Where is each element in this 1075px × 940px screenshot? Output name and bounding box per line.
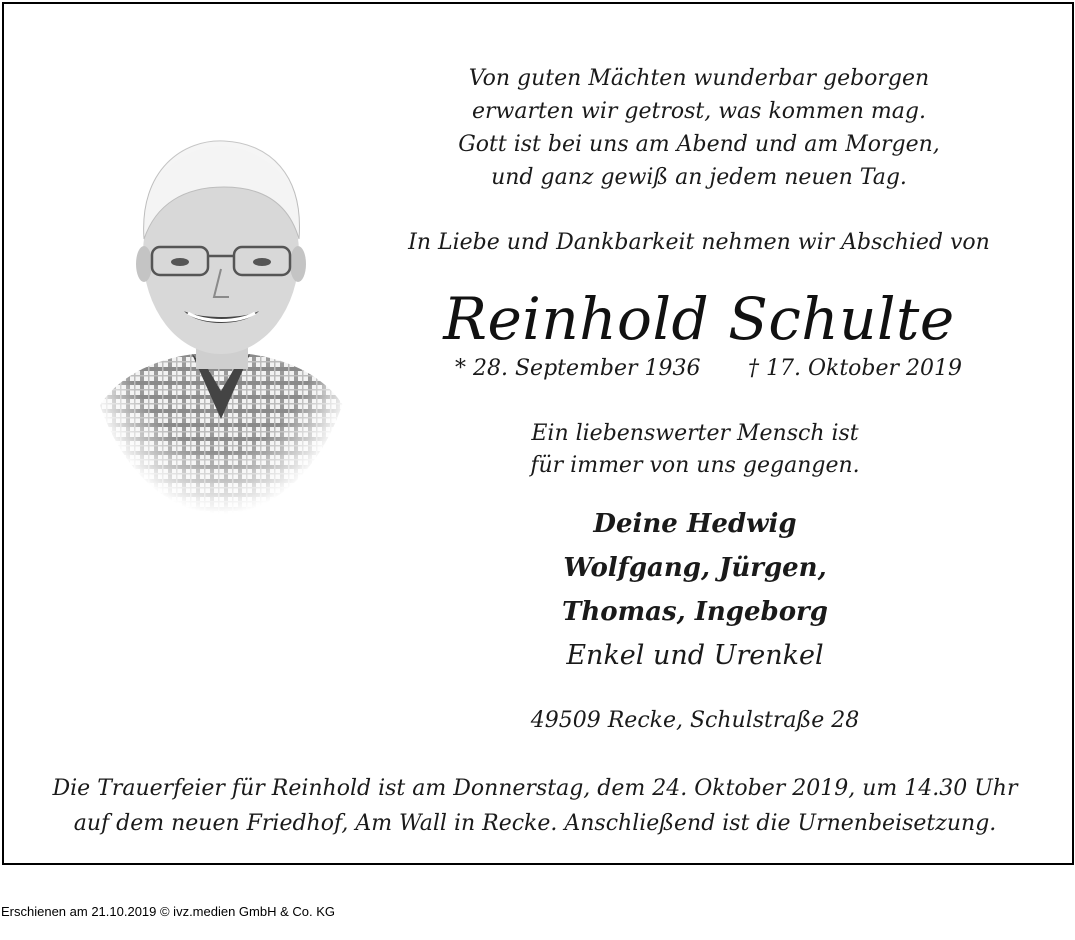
memorial-text <box>395 418 995 482</box>
family-signatures <box>395 502 995 678</box>
funeral-line: Die Trauerfeier für Reinhold ist am Donnerstag, dem 24. Oktober 2019, um 14.30 Uhr <box>52 776 1018 801</box>
birth-date: * 28. September 1936 <box>455 356 701 381</box>
funeral-line: auf dem neuen Friedhof, Am Wall in Recke. Anschließend ist die Urnenbeisetzung. <box>73 811 997 836</box>
poem-verse <box>399 62 999 194</box>
family-address: 49509 Recke, Schulstraße 28 <box>530 708 860 733</box>
portrait-photo <box>84 129 359 519</box>
memorial-line: Ein liebenswerter Mensch ist <box>531 421 859 446</box>
memorial-line: für immer von uns gegangen. <box>530 453 860 478</box>
poem-line: und ganz gewiß an jedem neuen Tag. <box>491 165 907 190</box>
farewell-intro: In Liebe und Dankbarkeit nehmen wir Abschied von <box>408 230 990 255</box>
family-line: Wolfgang, Jürgen, <box>563 553 827 583</box>
funeral-details <box>20 771 1050 841</box>
poem-line: Gott ist bei uns am Abend und am Morgen, <box>458 132 940 157</box>
family-line: Deine Hedwig <box>593 509 797 539</box>
family-line: Thomas, Ingeborg <box>562 597 828 627</box>
death-date: † 17. Oktober 2019 <box>748 356 963 381</box>
publication-footer: Erschienen am 21.10.2019 © ivz.medien GmbH & Co. KG <box>1 904 336 919</box>
family-line-grandchildren: Enkel und Urenkel <box>566 640 824 671</box>
poem-line: Von guten Mächten wunderbar geborgen <box>468 66 930 91</box>
poem-line: erwarten wir getrost, was kommen mag. <box>472 99 926 124</box>
deceased-name: Reinhold Schulte <box>443 285 955 353</box>
